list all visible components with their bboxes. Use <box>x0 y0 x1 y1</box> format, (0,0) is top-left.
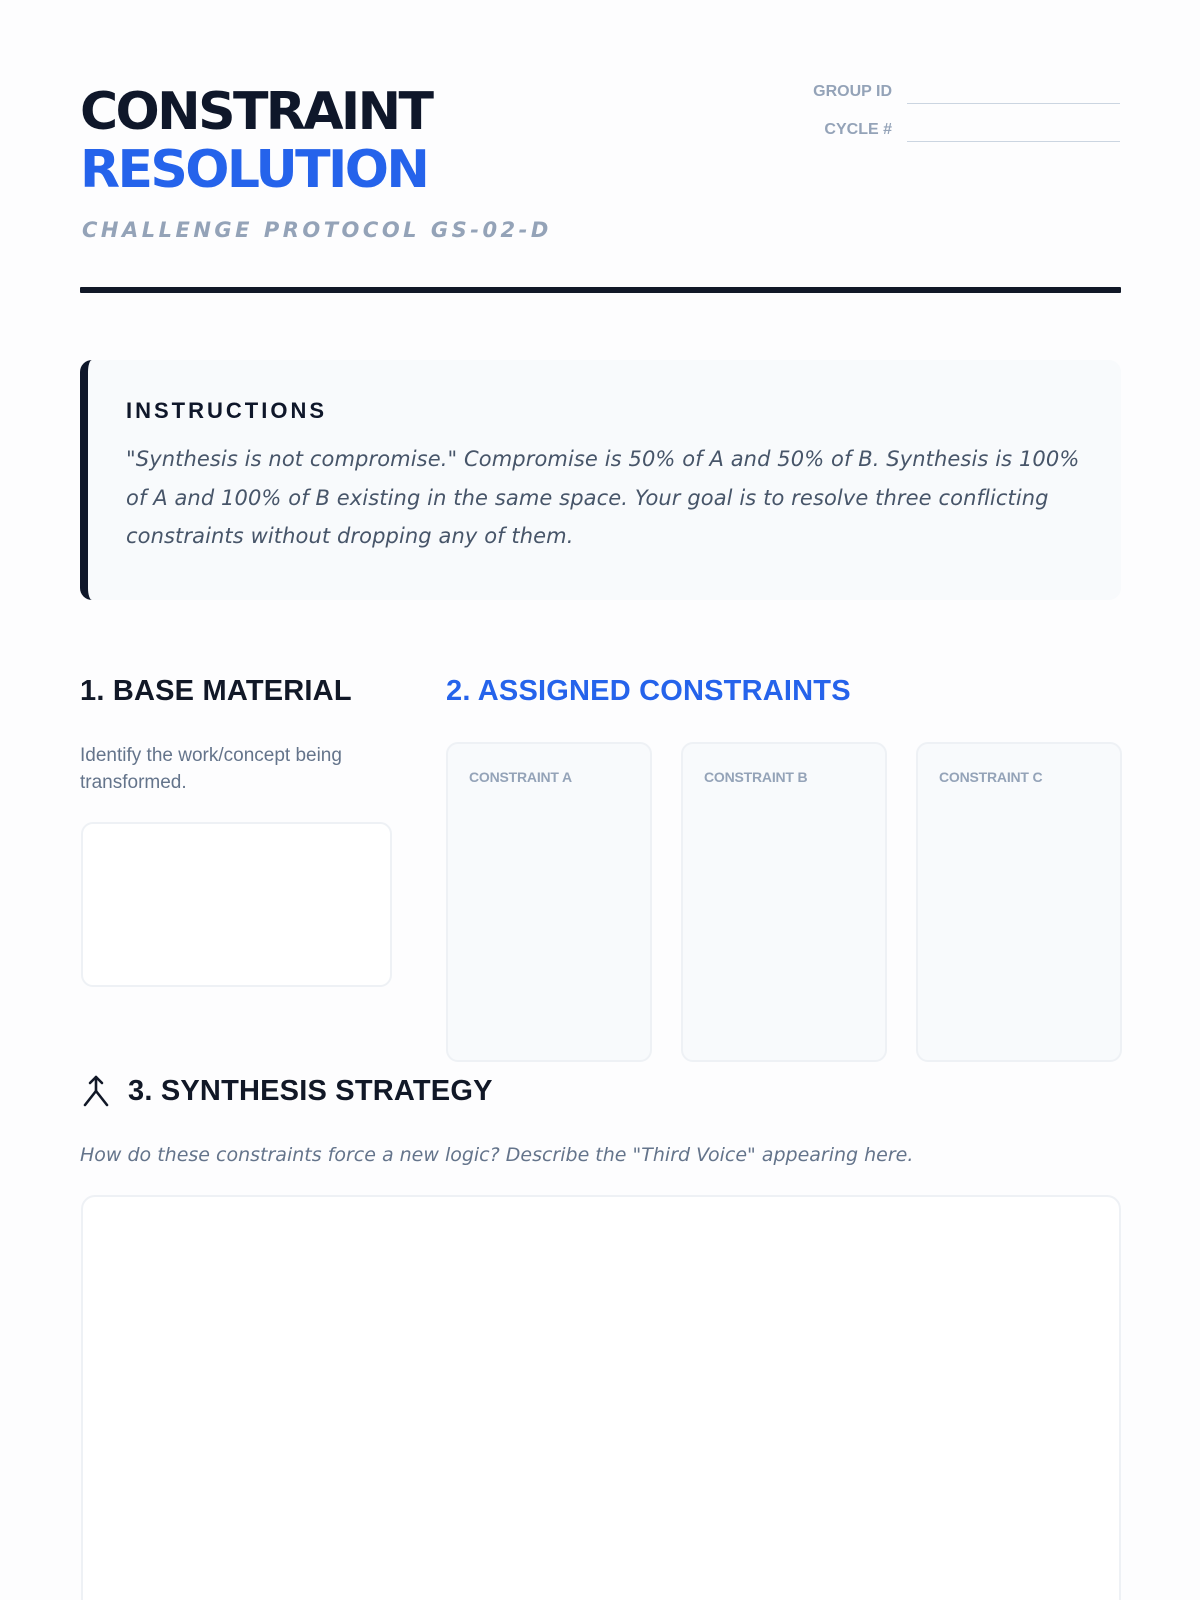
title-line-2: RESOLUTION <box>80 140 428 200</box>
cycle-row <box>760 121 1120 145</box>
group-id-label: GROUP ID <box>813 83 892 100</box>
assigned-constraints-heading: 2. ASSIGNED CONSTRAINTS <box>446 675 851 707</box>
group-id-row <box>760 83 1120 107</box>
cycle-label: CYCLE # <box>824 121 892 138</box>
constraint-a-field[interactable] <box>446 742 652 1062</box>
cycle-field[interactable] <box>907 141 1120 142</box>
title-line-1: CONSTRAINT <box>80 82 432 142</box>
constraint-a-label: CONSTRAINT A <box>469 769 572 785</box>
instructions-body: "Synthesis is not compromise." Compromise is 50% of A and 50% of B. Synthesis is 100% of A and 100% of B existing in the same space. Your goal is to resolve three conflicting constraints without dropping any of them. <box>126 447 1080 548</box>
group-id-field[interactable] <box>907 103 1120 104</box>
synthesis-strategy-field[interactable] <box>81 1195 1121 1600</box>
constraint-b-field[interactable] <box>681 742 887 1062</box>
base-material-field[interactable] <box>81 822 392 987</box>
protocol-subtitle: CHALLENGE PROTOCOL GS-02-D <box>82 218 552 242</box>
header-divider <box>80 287 1121 293</box>
instructions-panel <box>80 360 1121 600</box>
base-material-heading: 1. BASE MATERIAL <box>80 675 352 707</box>
synthesis-strategy-hint: How do these constraints force a new logic? Describe the "Third Voice" appearing here. <box>80 1144 914 1166</box>
merge-icon <box>80 1075 112 1111</box>
base-material-hint: Identify the work/concept being transformed. <box>80 745 342 793</box>
instructions-heading: INSTRUCTIONS <box>126 398 327 423</box>
constraint-c-field[interactable] <box>916 742 1122 1062</box>
synthesis-strategy-heading: 3. SYNTHESIS STRATEGY <box>128 1075 493 1107</box>
constraint-b-label: CONSTRAINT B <box>704 769 808 785</box>
constraint-c-label: CONSTRAINT C <box>939 769 1043 785</box>
